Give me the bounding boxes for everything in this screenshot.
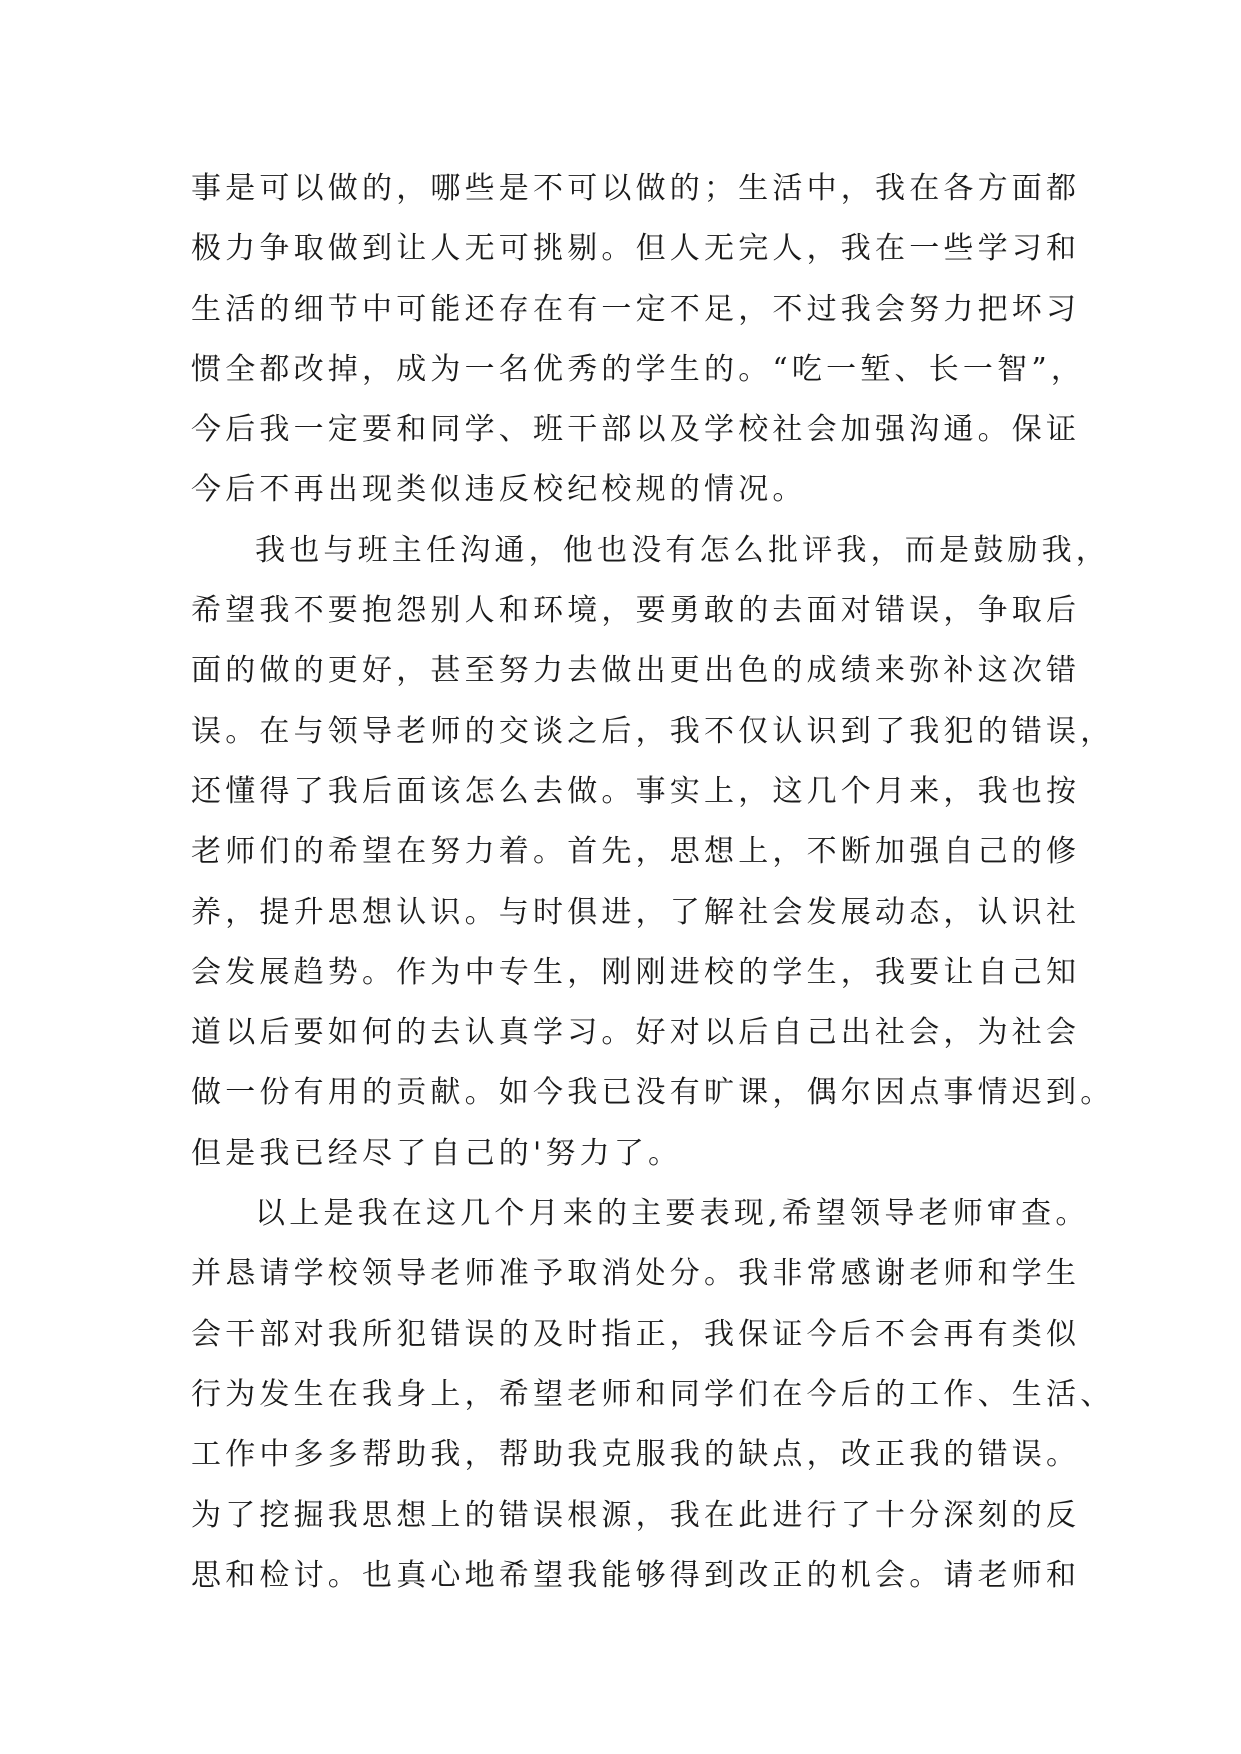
text-line: 我也与班主任沟通，他也没有怎么批评我，而是鼓励我， — [255, 532, 1110, 568]
text-line: 思和检讨。也真心地希望我能够得到改正的机会。请老师和 — [191, 1557, 1081, 1593]
body-text — [191, 159, 1115, 1606]
text-line: 工作中多多帮助我，帮助我克服我的缺点，改正我的错误。 — [191, 1437, 1081, 1473]
text-line: 行为发生在我身上，希望老师和同学们在今后的工作、生活、 — [191, 1376, 1115, 1412]
text-line: 极力争取做到让人无可挑剔。但人无完人，我在一些学习和 — [191, 231, 1081, 267]
text-line: 养，提升思想认识。与时俱进，了解社会发展动态，认识社 — [191, 894, 1081, 930]
text-line: 今后我一定要和同学、班干部以及学校社会加强沟通。保证 — [191, 412, 1081, 448]
text-line: 面的做的更好，甚至努力去做出更出色的成绩来弥补这次错 — [191, 653, 1081, 689]
text-line: 会发展趋势。作为中专生，刚刚进校的学生，我要让自己知 — [191, 954, 1081, 990]
text-line: 但是我已经尽了自己的'努力了。 — [191, 1135, 683, 1171]
text-line: 老师们的希望在努力着。首先，思想上，不断加强自己的修 — [191, 834, 1081, 870]
text-line: 希望我不要抱怨别人和环境，要勇敢的去面对错误，争取后 — [191, 593, 1081, 629]
text-line: 为了挖掘我思想上的错误根源，我在此进行了十分深刻的反 — [191, 1497, 1081, 1533]
text-line: 做一份有用的贡献。如今我已没有旷课，偶尔因点事情迟到。 — [191, 1075, 1115, 1111]
text-line: 还懂得了我后面该怎么去做。事实上，这几个月来，我也按 — [191, 773, 1081, 809]
text-line: 以上是我在这几个月来的主要表现,希望领导老师审查。 — [255, 1196, 1090, 1232]
text-line: 今后不再出现类似违反校纪校规的情况。 — [191, 472, 807, 508]
text-line: 误。在与领导老师的交谈之后，我不仅认识到了我犯的错误， — [191, 713, 1115, 749]
text-line: 生活的细节中可能还存在有一定不足，不过我会努力把坏习 — [191, 291, 1081, 327]
text-line: 并恳请学校领导老师准予取消处分。我非常感谢老师和学生 — [191, 1256, 1081, 1292]
text-line: 事是可以做的，哪些是不可以做的；生活中，我在各方面都 — [191, 171, 1081, 206]
text-line: 道以后要如何的去认真学习。好对以后自己出社会，为社会 — [191, 1015, 1081, 1051]
text-line: 会干部对我所犯错误的及时指正，我保证今后不会再有类似 — [191, 1316, 1081, 1352]
text-line: 惯全都改掉，成为一名优秀的学生的。“吃一堑、长一智”， — [191, 351, 1086, 387]
